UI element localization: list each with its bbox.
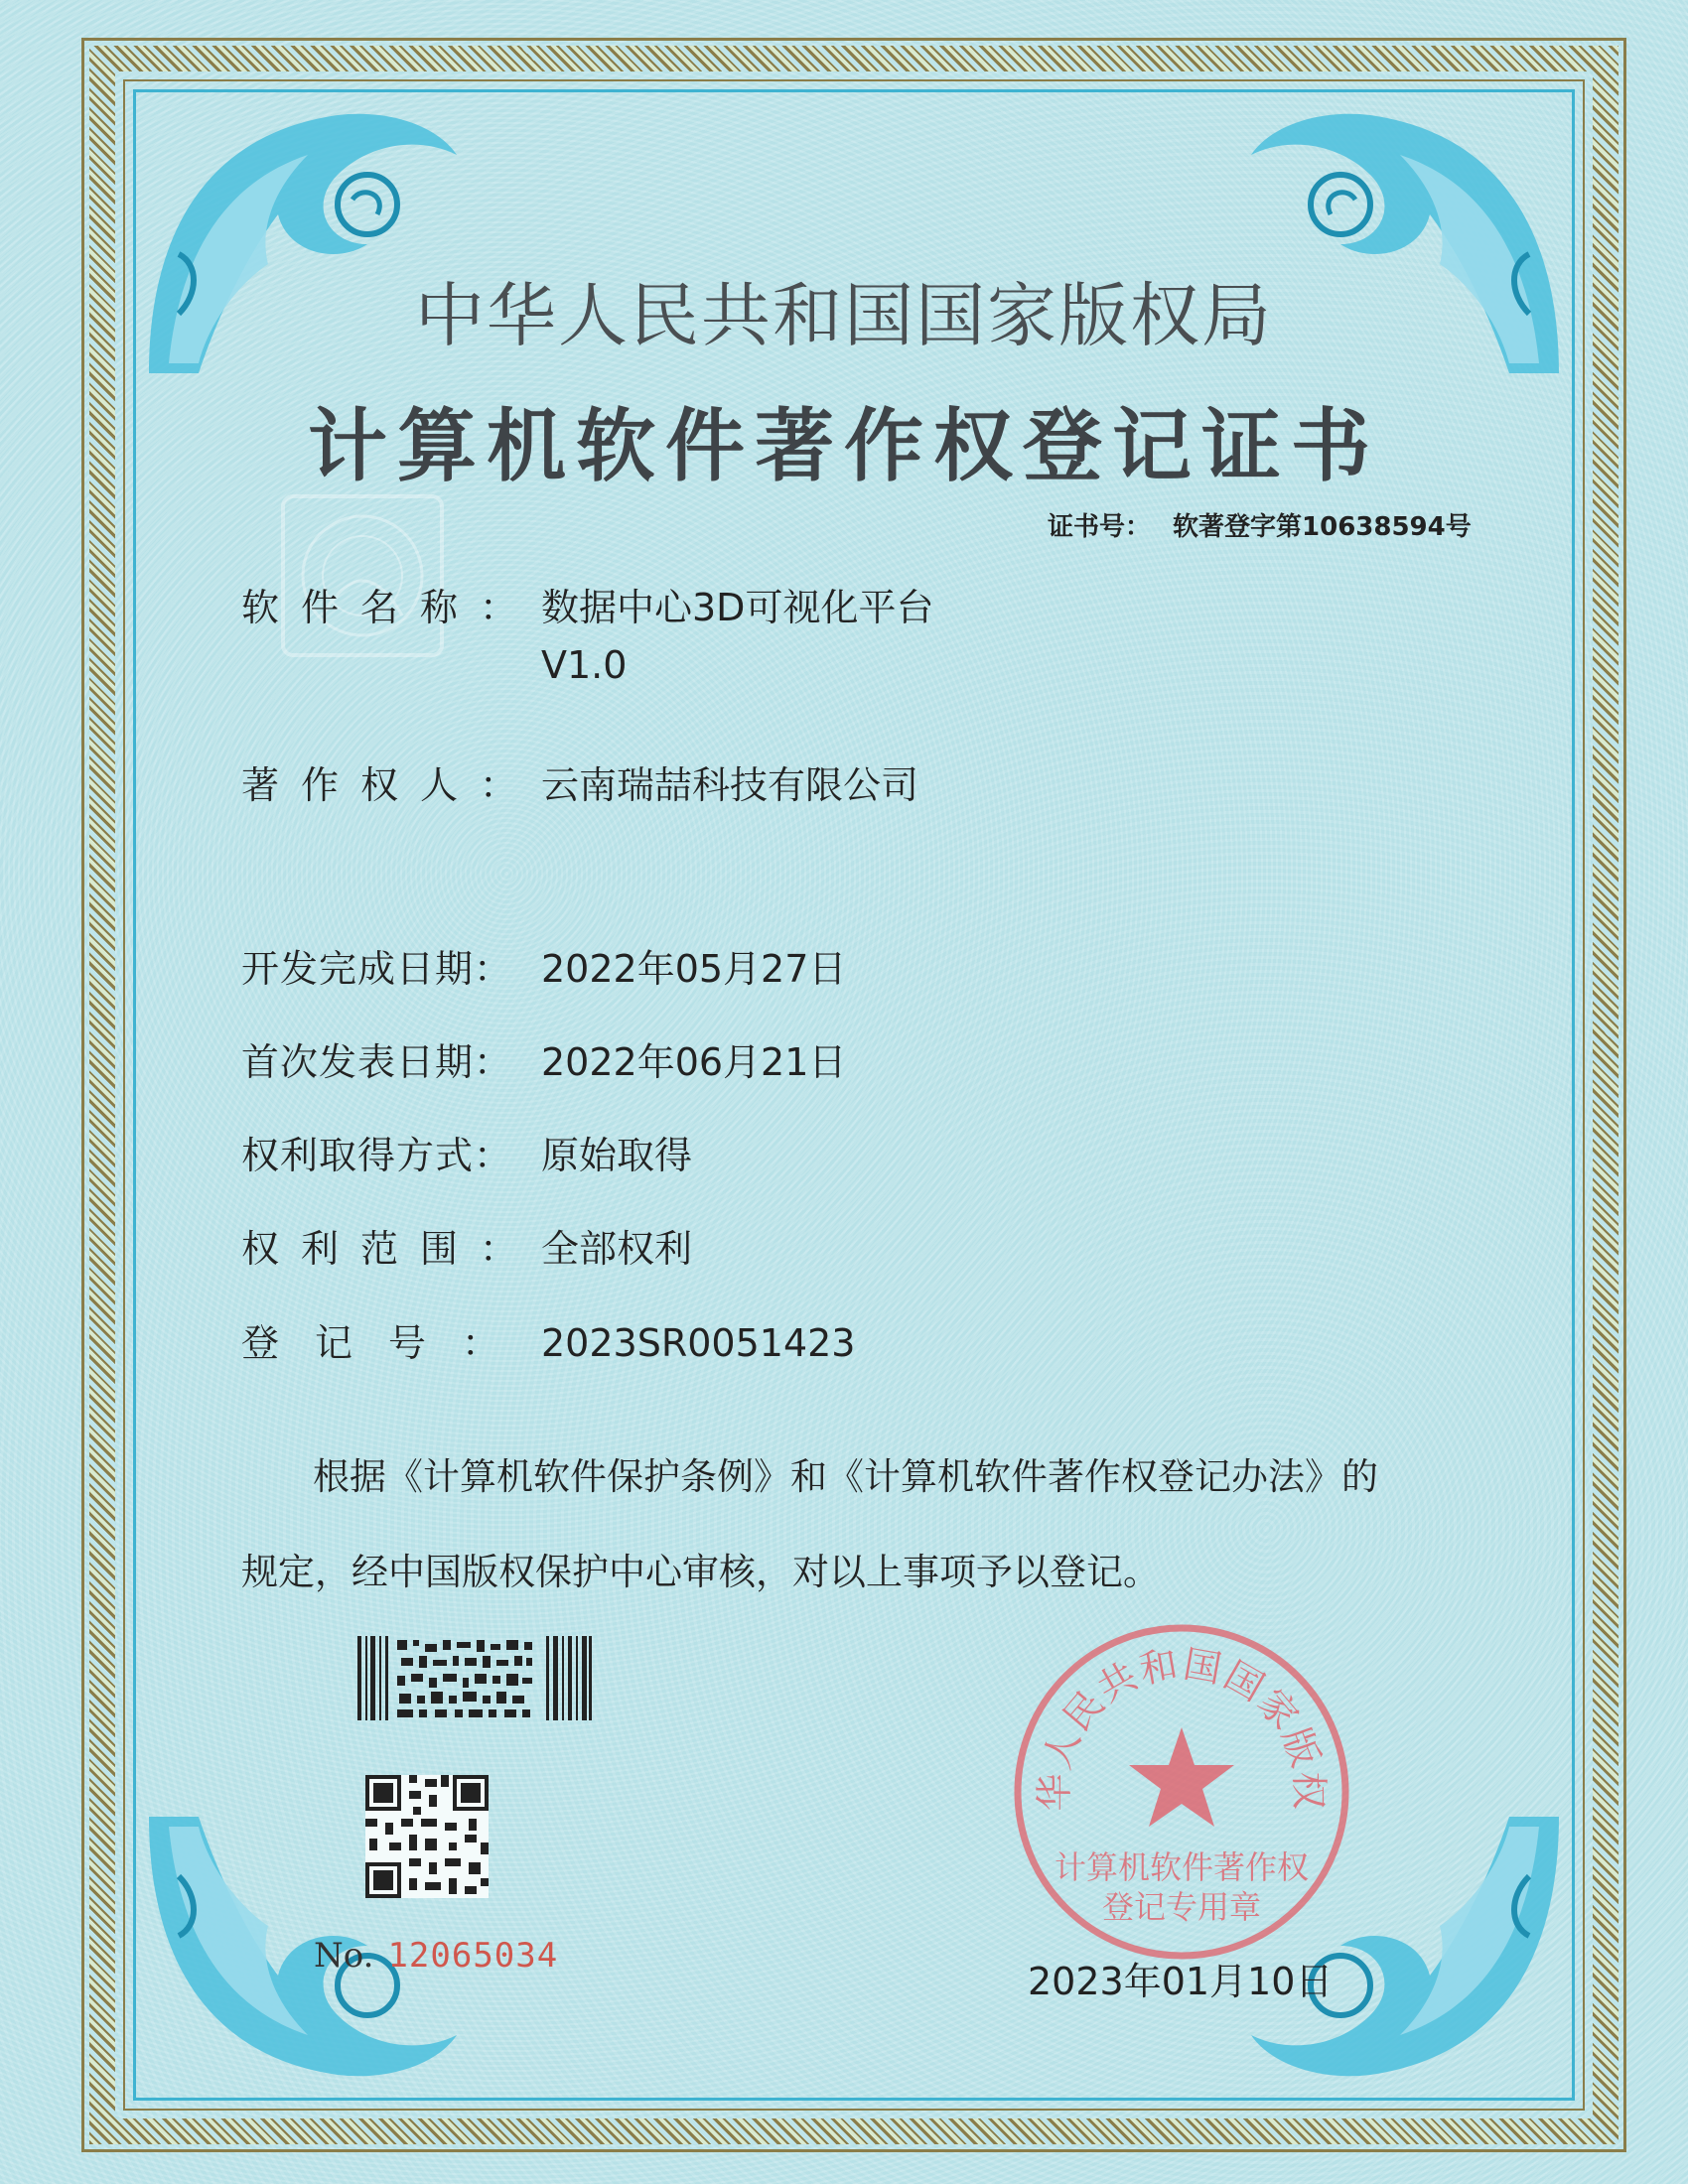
certificate-serial	[314, 1936, 558, 1976]
field-label: 权利范围：	[241, 1227, 540, 1271]
authority-title: 中华人民共和国国家版权局	[415, 275, 1273, 356]
seal-line2: 登记专用章	[1101, 1888, 1262, 1926]
certificate-number-label: 证书号：	[1048, 512, 1152, 542]
field-label: 权利取得方式：	[241, 1134, 513, 1177]
serial-number: 12065034	[387, 1936, 559, 1976]
statement-line2: 规定，经中国版权保护中心审核，对以上事项予以登记。	[241, 1551, 1160, 1593]
field-value: 全部权利	[541, 1227, 693, 1271]
barcode-icon	[357, 1636, 592, 1720]
field-label: 登记号：	[241, 1321, 536, 1365]
software-name-line1: 数据中心3D可视化平台	[541, 586, 934, 629]
issue-date: 2023年01月10日	[1028, 1960, 1334, 2003]
statement-line1: 根据《计算机软件保护条例》和《计算机软件著作权登记办法》的	[313, 1455, 1378, 1498]
field-software-name	[241, 579, 933, 694]
field-value: 2022年05月27日	[541, 947, 847, 991]
field-label: 软件名称：	[241, 586, 540, 629]
field-registration-number	[241, 1314, 855, 1372]
official-seal-stamp	[1008, 1618, 1355, 1966]
field-value: 原始取得	[541, 1134, 693, 1177]
qr-code-icon	[365, 1775, 489, 1898]
field-label: 著作权人：	[241, 763, 540, 807]
field-scope	[241, 1220, 692, 1278]
field-value: 云南瑞喆科技有限公司	[541, 763, 919, 807]
certificate-title: 计算机软件著作权登记证书	[308, 399, 1380, 492]
field-label: 首次发表日期：	[241, 1040, 513, 1084]
field-acquisition	[241, 1127, 692, 1184]
field-owner	[241, 756, 918, 814]
field-dev-date	[241, 940, 846, 998]
field-label: 开发完成日期：	[241, 947, 513, 991]
legal-statement	[241, 1430, 1482, 1620]
certificate-number	[1048, 506, 1472, 543]
field-value: 2023SR0051423	[541, 1321, 856, 1365]
seal-ring-text: 华人民共和国国家版权	[1032, 1641, 1332, 1812]
software-name-line2: V1.0	[541, 643, 628, 687]
field-value: 2022年06月21日	[541, 1040, 847, 1084]
serial-label: No.	[314, 1936, 374, 1976]
field-value	[541, 579, 933, 694]
field-publish-date	[241, 1033, 846, 1091]
certificate-number-value: 软著登字第10638594号	[1173, 512, 1472, 542]
seal-line1: 计算机软件著作权	[1054, 1848, 1310, 1886]
